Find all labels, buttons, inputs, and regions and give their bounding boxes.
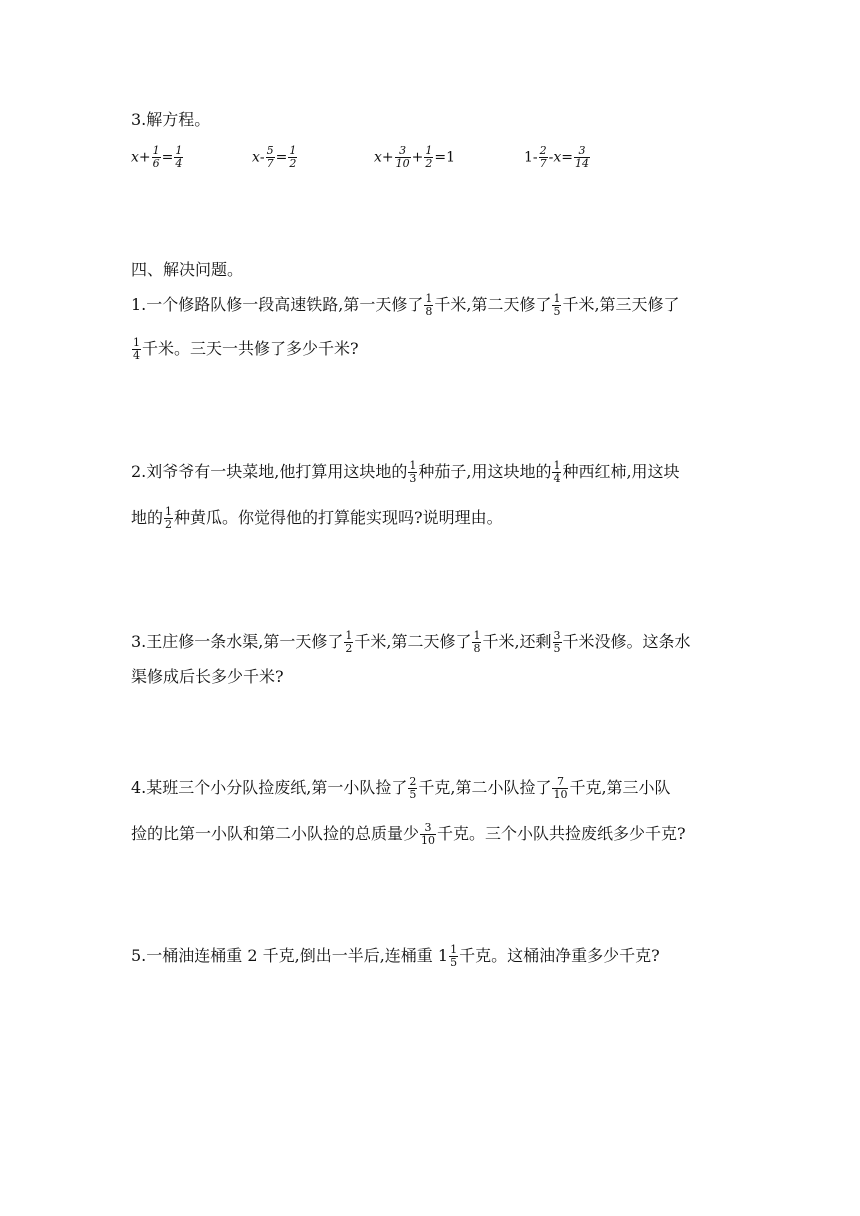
equation-2 — [252, 145, 298, 170]
problem-text: 千克。这桶油净重多少千克? — [459, 946, 660, 965]
fraction: $\frac{1}{8}$ — [473, 629, 481, 655]
problem-text: 千克,第三小队 — [569, 778, 671, 797]
variable-x: x — [374, 149, 382, 166]
equation-4 — [524, 145, 591, 170]
problem-text: 千米,第二天修了 — [434, 295, 552, 314]
problem-text: 千米,第二天修了 — [354, 632, 472, 651]
problem-text: 千米,还剩 — [482, 632, 552, 651]
problem-text: 种茄子,用这块地的 — [418, 462, 552, 481]
problem-4-line-1 — [131, 776, 671, 801]
operator: + — [381, 149, 394, 166]
fraction: $\frac{3}{5}$ — [553, 629, 561, 655]
fraction: $\frac{1}{6}$ — [152, 144, 160, 170]
problem-text: 地的 — [131, 508, 164, 527]
problem-1-line-1 — [131, 293, 680, 318]
problem-text: 捡的比第一小队和第二小队捡的总质量少 — [131, 824, 420, 843]
fraction: $\frac{1}{2}$ — [289, 144, 297, 170]
problem-text: 1.一个修路队修一段高速铁路,第一天修了 — [131, 295, 424, 314]
fraction: $\frac{1}{8}$ — [425, 292, 433, 318]
problem-text: 千克,第二小队捡了 — [418, 778, 552, 797]
problem-text: 千米,第三天修了 — [562, 295, 680, 314]
section-4-title: 四、解决问题。 — [131, 260, 244, 279]
problem-text: 种黄瓜。你觉得他的打算能实现吗?说明理由。 — [174, 508, 503, 527]
problem-1-line-2 — [131, 337, 359, 362]
operator: - — [259, 149, 265, 166]
operator: - — [532, 149, 538, 166]
problem-text: 千米没修。这条水 — [562, 632, 691, 651]
equation-3 — [374, 145, 455, 170]
operator: =1 — [434, 149, 456, 166]
fraction: $\frac{7}{10}$ — [553, 775, 568, 801]
fraction: $\frac{1}{4}$ — [553, 459, 561, 485]
problem-text: 5.一桶油连桶重 2 千克,倒出一半后,连桶重 1 — [131, 946, 449, 965]
problem-text: 种西红柿,用这块 — [562, 462, 680, 481]
problem-text: 千米。三天一共修了多少千米? — [142, 339, 359, 358]
problem-text: 千克。三个小队共捡废纸多少千克? — [437, 824, 686, 843]
fraction: $\frac{1}{3}$ — [409, 459, 417, 485]
fraction: $\frac{1}{2}$ — [165, 505, 173, 531]
fraction: $\frac{5}{7}$ — [266, 144, 274, 170]
operator: + — [411, 149, 424, 166]
fraction: $\frac{1}{4}$ — [175, 144, 183, 170]
equation-1 — [131, 145, 184, 170]
variable-x: x — [131, 149, 139, 166]
problem-2-line-2 — [131, 506, 503, 531]
operator: + — [138, 149, 151, 166]
fraction: $\frac{2}{7}$ — [539, 144, 547, 170]
fraction: $\frac{1}{5}$ — [450, 943, 458, 969]
problem-text: 2.刘爷爷有一块菜地,他打算用这块地的 — [131, 462, 408, 481]
fraction: $\frac{2}{5}$ — [409, 775, 417, 801]
fraction: $\frac{1}{5}$ — [553, 292, 561, 318]
problem-2-line-1 — [131, 460, 680, 485]
problem-text: 3.王庄修一条水渠,第一天修了 — [131, 632, 344, 651]
operator: = — [275, 149, 288, 166]
fraction: $\frac{1}{4}$ — [133, 336, 140, 362]
fraction: $\frac{3}{10}$ — [395, 144, 410, 170]
fraction: $\frac{1}{2}$ — [345, 629, 353, 655]
fraction: $\frac{3}{14}$ — [575, 144, 590, 170]
fraction: $\frac{3}{10}$ — [421, 821, 436, 847]
problem-5-line-1 — [131, 944, 660, 969]
variable-x: x — [252, 149, 260, 166]
problem-3-line-1 — [131, 630, 691, 655]
section-3-title: 3.解方程。 — [131, 110, 211, 129]
operator: -x= — [548, 149, 574, 166]
number: 1 — [524, 149, 533, 166]
operator: = — [161, 149, 174, 166]
problem-text: 4.某班三个小分队捡废纸,第一小队捡了 — [131, 778, 408, 797]
fraction: $\frac{1}{2}$ — [425, 144, 433, 170]
problem-4-line-2 — [131, 822, 686, 847]
problem-3-line-2: 渠修成后长多少千米? — [131, 667, 284, 686]
